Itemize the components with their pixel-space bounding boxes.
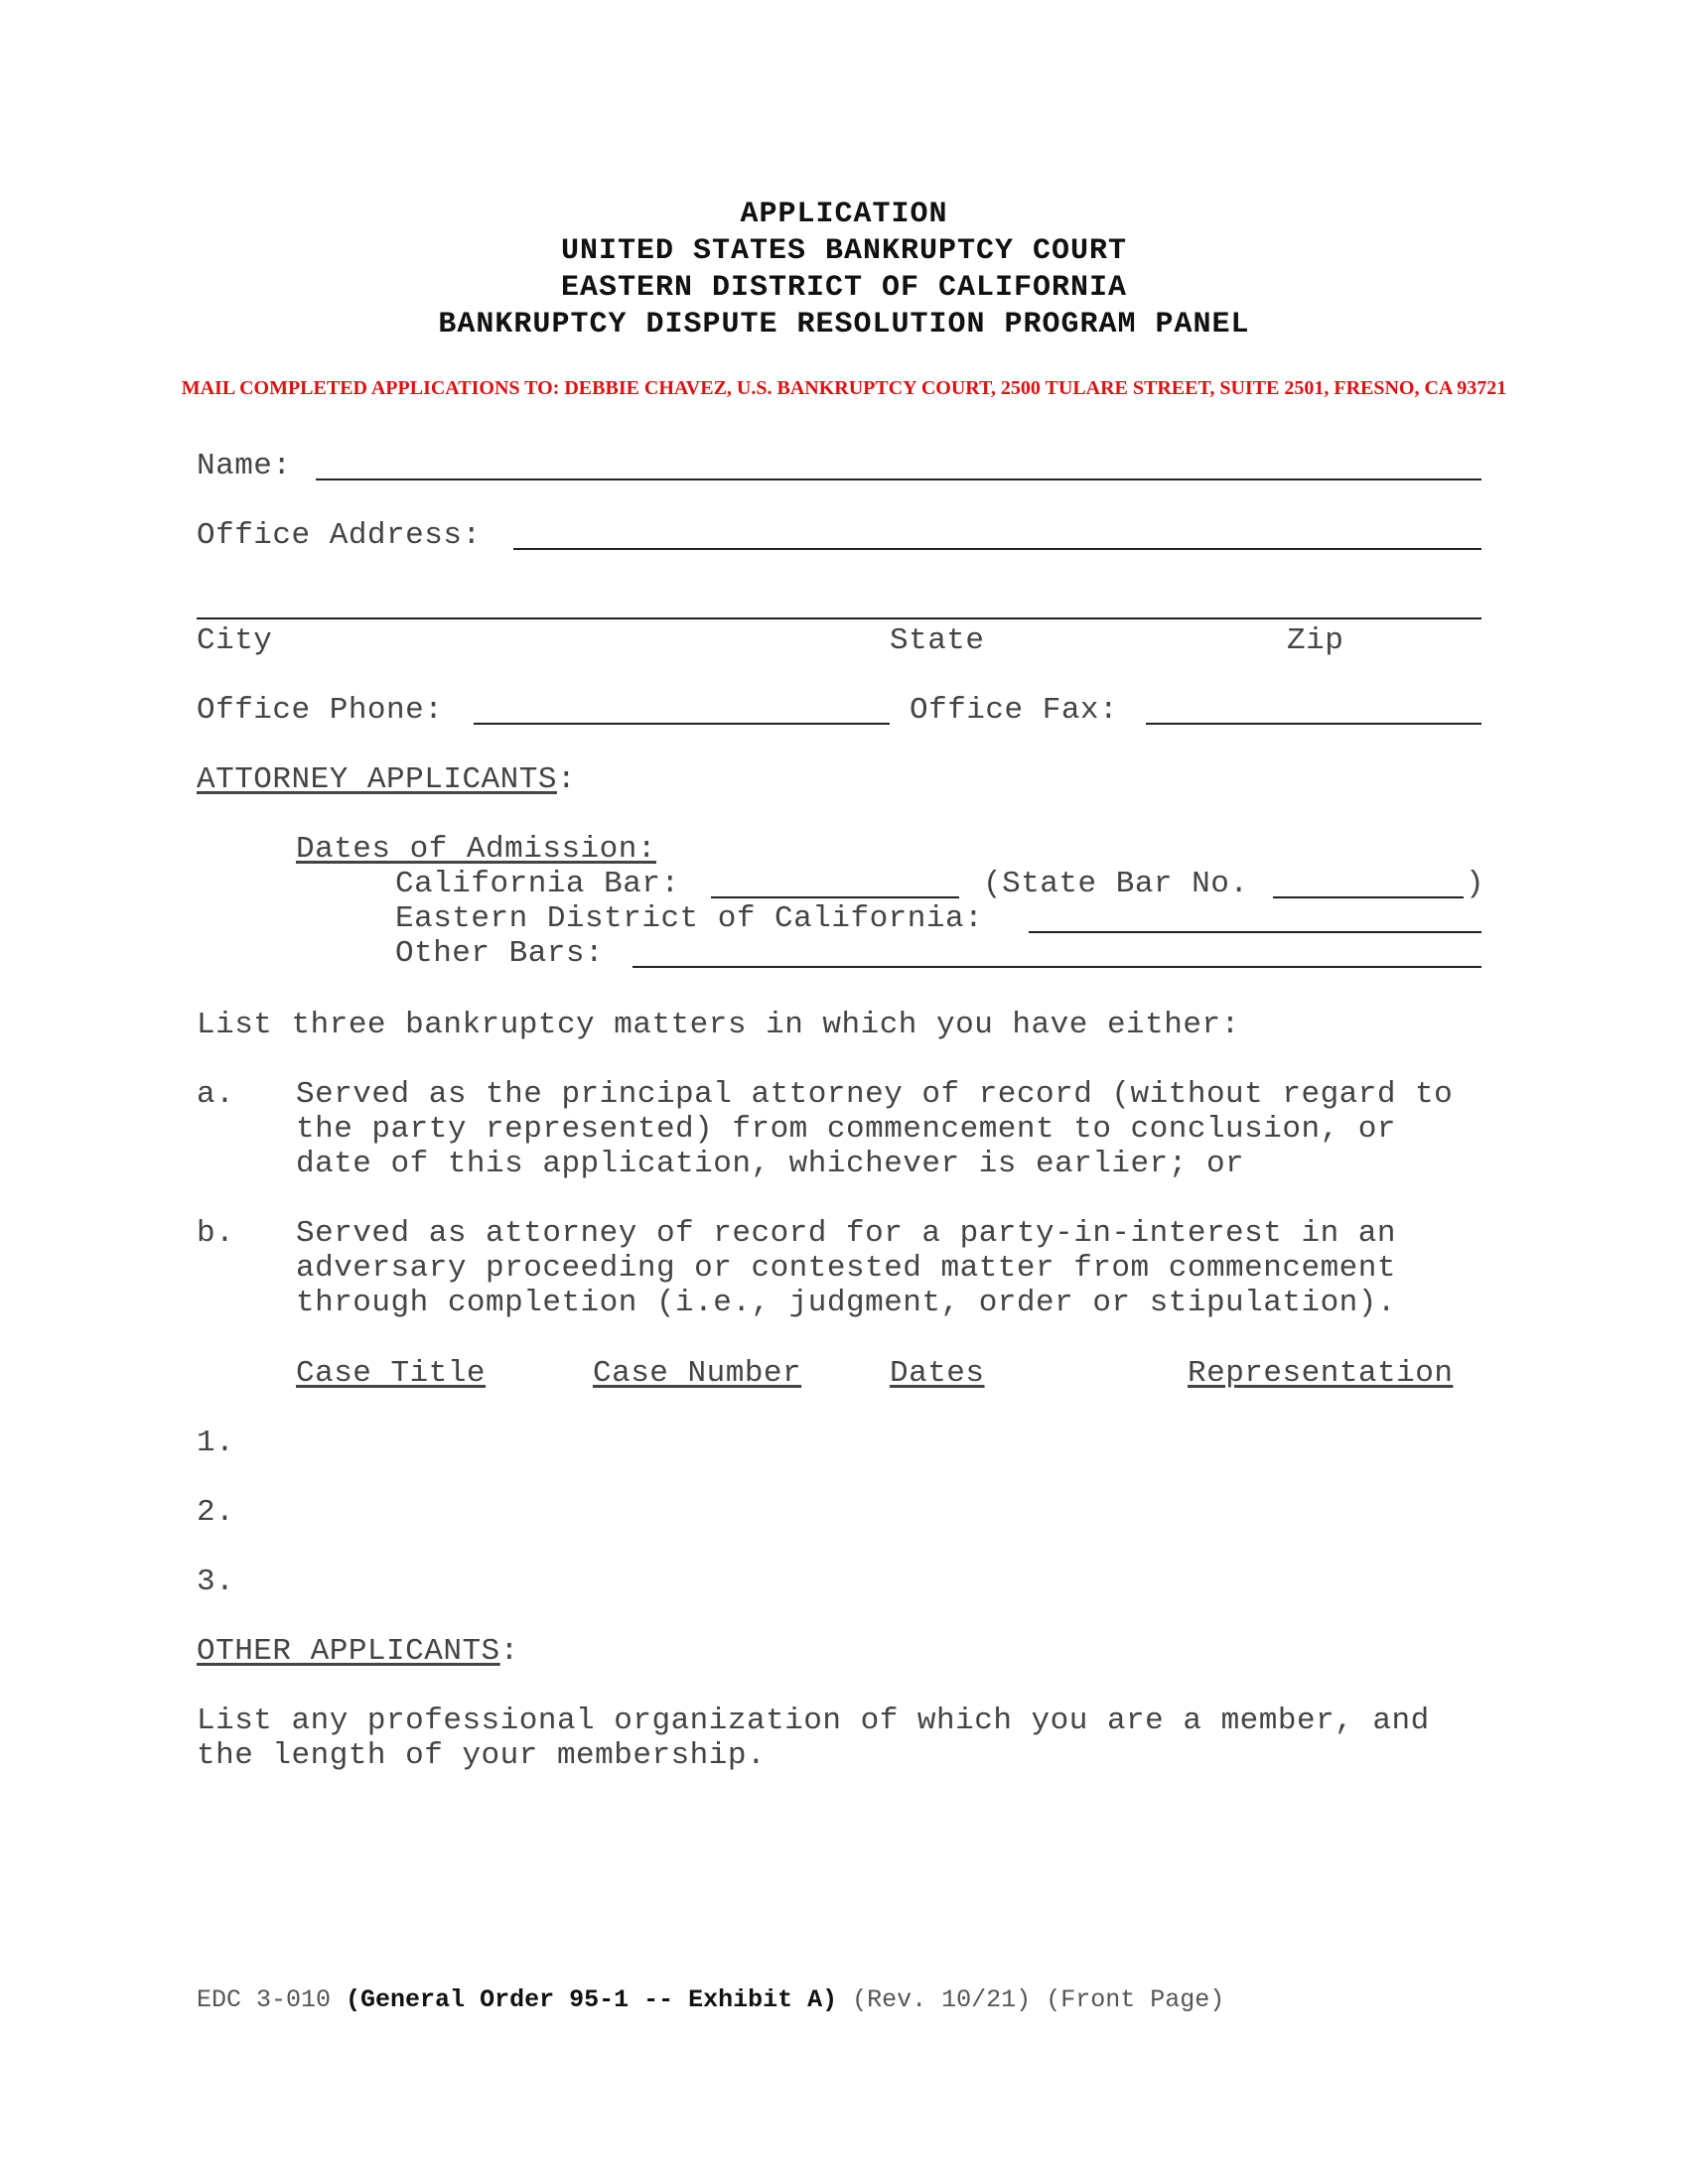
footer-code: EDC 3-010 xyxy=(197,1985,332,2014)
item-b-line: through completion (i.e., judgment, order or stipulation). xyxy=(296,1286,1396,1320)
state-bar-no-label: (State Bar No. xyxy=(983,867,1249,901)
eastern-district-field[interactable] xyxy=(1029,931,1481,933)
attorney-heading-text: ATTORNEY APPLICANTS xyxy=(197,762,557,797)
list-intro: List three bankruptcy matters in which you have either: xyxy=(197,1008,1240,1042)
item-b-line: adversary proceeding or contested matter from commencement xyxy=(296,1251,1396,1286)
state-label: State xyxy=(890,623,985,658)
other-applicants-heading xyxy=(197,1634,519,1669)
table-row[interactable]: 3. xyxy=(197,1565,235,1599)
state-bar-close-paren: ) xyxy=(1466,867,1485,901)
eastern-district-label: Eastern District of California: xyxy=(395,901,984,936)
court-name: UNITED STATES BANKRUPTCY COURT xyxy=(560,234,1128,268)
item-b-marker: b. xyxy=(197,1216,235,1251)
office-phone-field[interactable] xyxy=(474,723,890,725)
zip-label: Zip xyxy=(1287,623,1344,658)
district-name: EASTERN DISTRICT OF CALIFORNIA xyxy=(560,271,1128,305)
office-address-label: Office Address: xyxy=(197,518,482,553)
attorney-heading-colon: : xyxy=(556,762,577,797)
table-row[interactable]: 2. xyxy=(197,1495,235,1530)
item-a-marker: a. xyxy=(197,1077,235,1112)
name-field[interactable] xyxy=(316,478,1481,480)
california-bar-field[interactable] xyxy=(711,896,959,898)
form-footer xyxy=(197,1985,1224,2014)
mail-notice: MAIL COMPLETED APPLICATIONS TO: DEBBIE CHAVEZ, U.S. BANKRUPTCY COURT, 2500 TULARE STREET, SUITE 2501, FRESNO, CA 93721 xyxy=(181,377,1507,399)
col-header-case-title: Case Title xyxy=(296,1356,487,1391)
city-label: City xyxy=(197,623,273,658)
attorney-applicants-heading xyxy=(197,762,576,797)
city-state-zip-field[interactable] xyxy=(197,617,1481,619)
state-bar-no-field[interactable] xyxy=(1273,896,1464,898)
other-instructions-line: the length of your membership. xyxy=(197,1738,767,1773)
form-title: APPLICATION xyxy=(740,198,948,231)
office-fax-field[interactable] xyxy=(1146,723,1481,725)
other-bars-label: Other Bars: xyxy=(395,936,605,971)
footer-rev: (Rev. 10/21) (Front Page) xyxy=(852,1985,1225,2014)
dates-of-admission-heading: Dates of Admission: xyxy=(296,832,656,867)
item-a-line: Served as the principal attorney of record (without regard to xyxy=(296,1077,1454,1112)
other-instructions-line: List any professional organization of which you are a member, and xyxy=(197,1704,1430,1738)
california-bar-label: California Bar: xyxy=(395,867,680,901)
program-name: BANKRUPTCY DISPUTE RESOLUTION PROGRAM PANEL xyxy=(438,308,1250,341)
other-heading-text: OTHER APPLICANTS xyxy=(197,1634,500,1669)
col-header-dates: Dates xyxy=(890,1356,985,1391)
name-label: Name: xyxy=(197,449,292,483)
other-bars-field[interactable] xyxy=(633,966,1481,968)
office-fax-label: Office Fax: xyxy=(910,693,1119,728)
col-header-representation: Representation xyxy=(1188,1356,1454,1391)
item-a-line: date of this application, whichever is earlier; or xyxy=(296,1147,1245,1181)
footer-order: (General Order 95-1 -- Exhibit A) xyxy=(346,1985,838,2014)
item-b-line: Served as attorney of record for a party-in-interest in an xyxy=(296,1216,1396,1251)
table-row[interactable]: 1. xyxy=(197,1426,235,1460)
col-header-case-number: Case Number xyxy=(593,1356,802,1391)
office-phone-label: Office Phone: xyxy=(197,693,444,728)
item-a-line: the party represented) from commencement to conclusion, or xyxy=(296,1112,1396,1147)
other-heading-colon: : xyxy=(499,1634,519,1669)
office-address-field[interactable] xyxy=(513,548,1481,550)
